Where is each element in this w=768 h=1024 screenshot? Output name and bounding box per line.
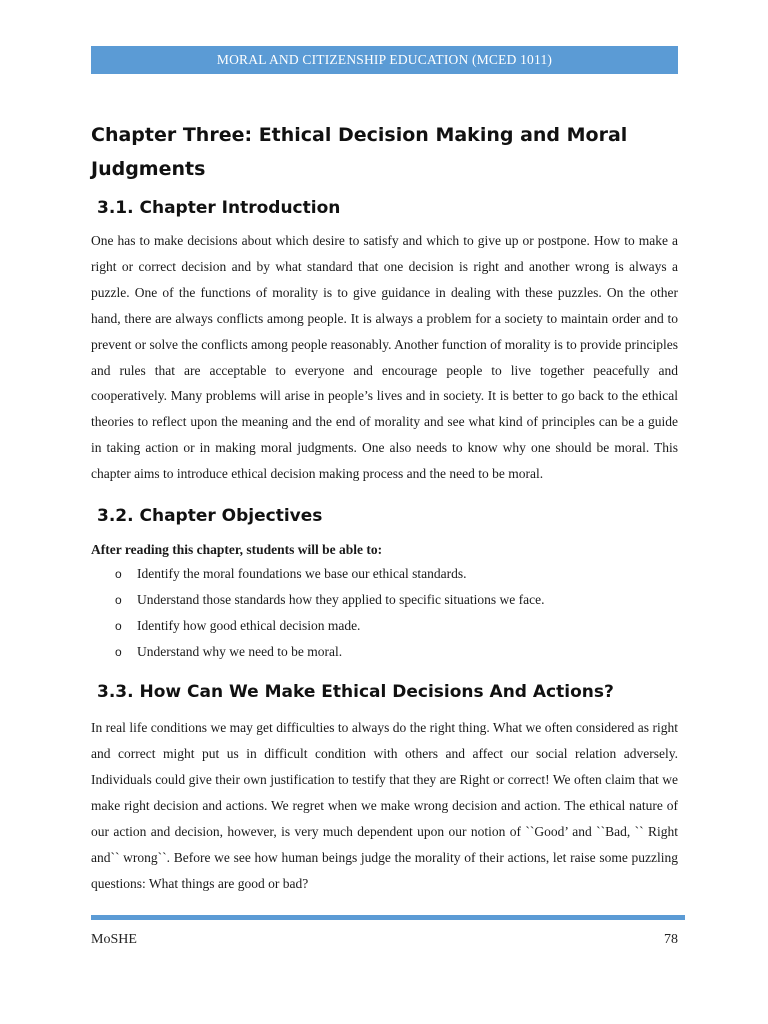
section-heading-introduction: 3.1. Chapter Introduction [97,198,341,218]
section-heading-objectives: 3.2. Chapter Objectives [97,506,323,527]
objectives-lead: After reading this chapter, students will be able to: [91,542,383,558]
page-content [91,118,678,896]
list-item-text: Understand why we need to be moral. [137,644,343,660]
bullet-circle-icon: o [115,593,122,608]
page-number: 78 [664,932,678,947]
list-item-text: Identify how good ethical decision made. [137,618,361,634]
footer-divider [91,915,685,920]
list-item [115,639,678,665]
introduction-paragraph: One has to make decisions about which desire to satisfy and which to give up or postpone. How to make a right or correct decision and by what standard that one decision is right and another wrong is always a puzzle. One of the functions of morality is to give guidance in dealing with these puzzles. On the other hand, there are always conflicts among people. It is always a problem for a society to maintain order and to prevent or solve the conflicts among people reasonably. Another function of morality is to provide principles and rules that are acceptable to everyone and encourage people to live together peacefully and cooperatively. Many problems will arise in people’s lives and in society. It is better to go back to the ethical theories to reflect upon the meaning and the end of morality and see what kind of principles can be a guide in taking action or in making moral judgments. One also needs to know why one should be moral. This chapter aims to introduce ethical decision making process and the need to be moral. [91,233,678,482]
list-item [115,561,678,587]
list-item-text: Identify the moral foundations we base our ethical standards. [137,566,467,582]
chapter-title: Chapter Three: Ethical Decision Making and Moral Judgments [91,124,628,180]
footer-publisher: MoSHE [91,932,137,947]
ethical-decisions-paragraph: In real life conditions we may get difficulties to always do the right thing. What we often considered as right and correct might put us in difficult condition with others and affect our social relation adversely. Individuals could give their own justification to testify that they are Right or correct! We often claim that we make right decision and actions. We regret when we make wrong decision and action. The ethical nature of our action and decision, however, is very much dependent upon our notion of ``Good’ and ``Bad, `` Right and`` wrong``. Before we see how human beings judge the morality of their actions, let raise some puzzling questions: What things are good or bad? [91,720,678,891]
bullet-circle-icon: o [115,619,122,634]
course-title: MORAL AND CITIZENSHIP EDUCATION (MCED 1011) [216,52,553,67]
bullet-circle-icon: o [115,567,122,582]
section-heading-ethical-decisions: 3.3. How Can We Make Ethical Decisions And Actions? [97,682,614,703]
list-item [115,613,678,639]
objectives-list [91,561,678,665]
bullet-circle-icon: o [115,645,122,660]
list-item-text: Understand those standards how they applied to specific situations we face. [137,592,545,608]
running-header [91,46,678,74]
list-item [115,587,678,613]
